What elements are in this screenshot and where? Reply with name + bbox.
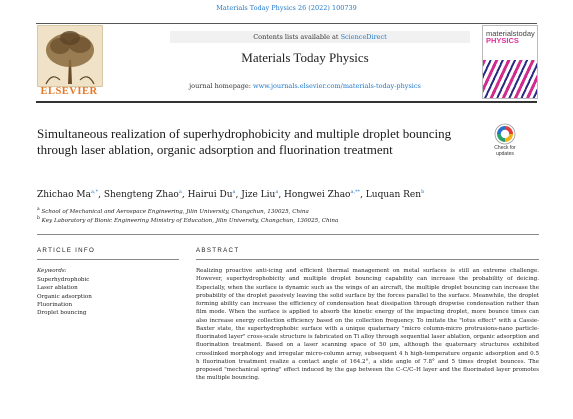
author-affil-mark[interactable]: a: [232, 189, 236, 195]
affiliation-text: Key Laboratory of Bionic Engineering Ministry of Education, Jilin University, Changchun, 130025, China: [41, 217, 339, 224]
cover-title: [486, 30, 536, 44]
affiliation-mark: a: [37, 207, 40, 212]
author-name[interactable]: Zhichao Ma: [37, 190, 91, 200]
keyword-item: Laser ablation: [37, 285, 78, 292]
author-name[interactable]: Hairui Du: [187, 190, 233, 200]
author-name[interactable]: Luquan Ren: [365, 190, 422, 200]
cover-line2: PHYSICS: [486, 36, 519, 45]
journal-cover[interactable]: [482, 25, 538, 99]
check-updates-line2: updates: [496, 151, 514, 157]
author-affil-mark[interactable]: a: [178, 189, 182, 195]
article-info-heading: ARTICLE INFO: [37, 247, 96, 254]
author-name[interactable]: Hongwei Zhao: [284, 190, 351, 200]
keyword-list: [37, 276, 177, 317]
author-affil-mark[interactable]: b: [421, 189, 425, 195]
sciencedirect-link[interactable]: ScienceDirect: [340, 33, 387, 41]
homepage-link[interactable]: www.journals.elsevier.com/materials-today-physics: [253, 82, 421, 90]
keyword-item: Fluorination: [37, 301, 73, 308]
contents-prefix: Contents lists available at: [253, 33, 341, 41]
author-name[interactable]: Shengteng Zhao: [103, 190, 179, 200]
abstract-rule: [196, 259, 539, 260]
author-affil-mark[interactable]: a,**: [350, 189, 361, 195]
elsevier-tree-icon: [37, 25, 103, 87]
author-list: Zhichao $Ma^{a,*}$, Shengteng Zhao$^a$, Hairui Du$^a$, Jize Liu$^a$, Hongwei Zhao$^{a,**}$, Luquan Ren$^b$: [37, 189, 425, 200]
check-updates-line1: Check for: [494, 145, 516, 151]
check-updates-icon: [494, 123, 516, 145]
journal-citation[interactable]: Materials Today Physics 26 (2022) 100739: [216, 4, 357, 12]
cover-image: [483, 60, 537, 98]
keywords-label: Keywords:: [37, 268, 67, 274]
publisher-logo-text: ELSEVIER: [40, 86, 98, 97]
affiliation-a: [37, 207, 537, 215]
contents-line: [170, 31, 470, 43]
author-name[interactable]: Jize Liu: [241, 190, 276, 200]
article-info-rule: [37, 259, 179, 260]
author-affil-mark[interactable]: a,*: [91, 189, 99, 195]
header-divider: [37, 234, 539, 235]
keyword-item: Organic adsorption: [37, 293, 92, 300]
affiliation-text: School of Mechanical and Aerospace Engineering, Jilin University, Changchun, 130025, China: [41, 208, 309, 215]
journal-name: Materials Today Physics: [241, 50, 369, 65]
abstract-heading: ABSTRACT: [196, 247, 240, 254]
paper-title: Simultaneous realization of superhydrophobicity and multiple droplet bouncing through laser ablation, organic adsorption and fluorination treatment: [37, 126, 452, 157]
keyword-item: Droplet bouncing: [37, 310, 87, 317]
journal-homepage: [140, 82, 470, 90]
check-updates-button[interactable]: [484, 123, 526, 163]
cover-line1: materialstoday: [486, 29, 535, 38]
affiliation-mark: b: [37, 216, 40, 221]
keyword-item: Superhydrophobic: [37, 277, 90, 283]
affiliation-b: [37, 216, 537, 224]
author-affil-mark[interactable]: a: [275, 189, 279, 195]
homepage-prefix: journal homepage:: [189, 82, 253, 90]
abstract-text: Realizing proactive anti-icing and efficient thermal management on metal surfaces is still an extreme challenge. However, superhydrophobicity and multiple droplet bouncing capability can increase the probability of deicing. Especially, when the surface is dynamic such as the wings of an aircraft, the multiple droplet bouncing can increase the probability of the droplet passively leaving the solid surface by the forces parallel to the surface. Meanwhile, the droplet forming ability can increase the efficiency of condensation heat dissipation through dropwise condensation rather than film mode. When the surface is applied to absorb the kinetic energy of the impacting droplet, more bounce times can also increase energy collection efficiency based on the collection frequency. To imitate the "lotus effect" with a Cassie-Baxter state, the superhydrophobic surface with a unique quaternary "micro column-micro protrusions-nano particle-fluorinated layer" cross-scale structure is fabricated on Ti alloy through sequential laser ablation, organic adsorption and fluorination treatment. Based on a laser scanning space of 50 μm, although the quaternary structures exhibited crosslinked morphology and irregular micro-column array, subsequent 4 h high-temperature organic adsorption and 0.5 h fluorination treatment realize a contact angle of 164.2°, a slide angle of 7.8° and 5 times droplet bounces. The proposed "mechanical spring" effect induced by the gap between the C–C/C–H layer and the fluorinated layer promotes the multiple bouncing.: [196, 268, 539, 382]
